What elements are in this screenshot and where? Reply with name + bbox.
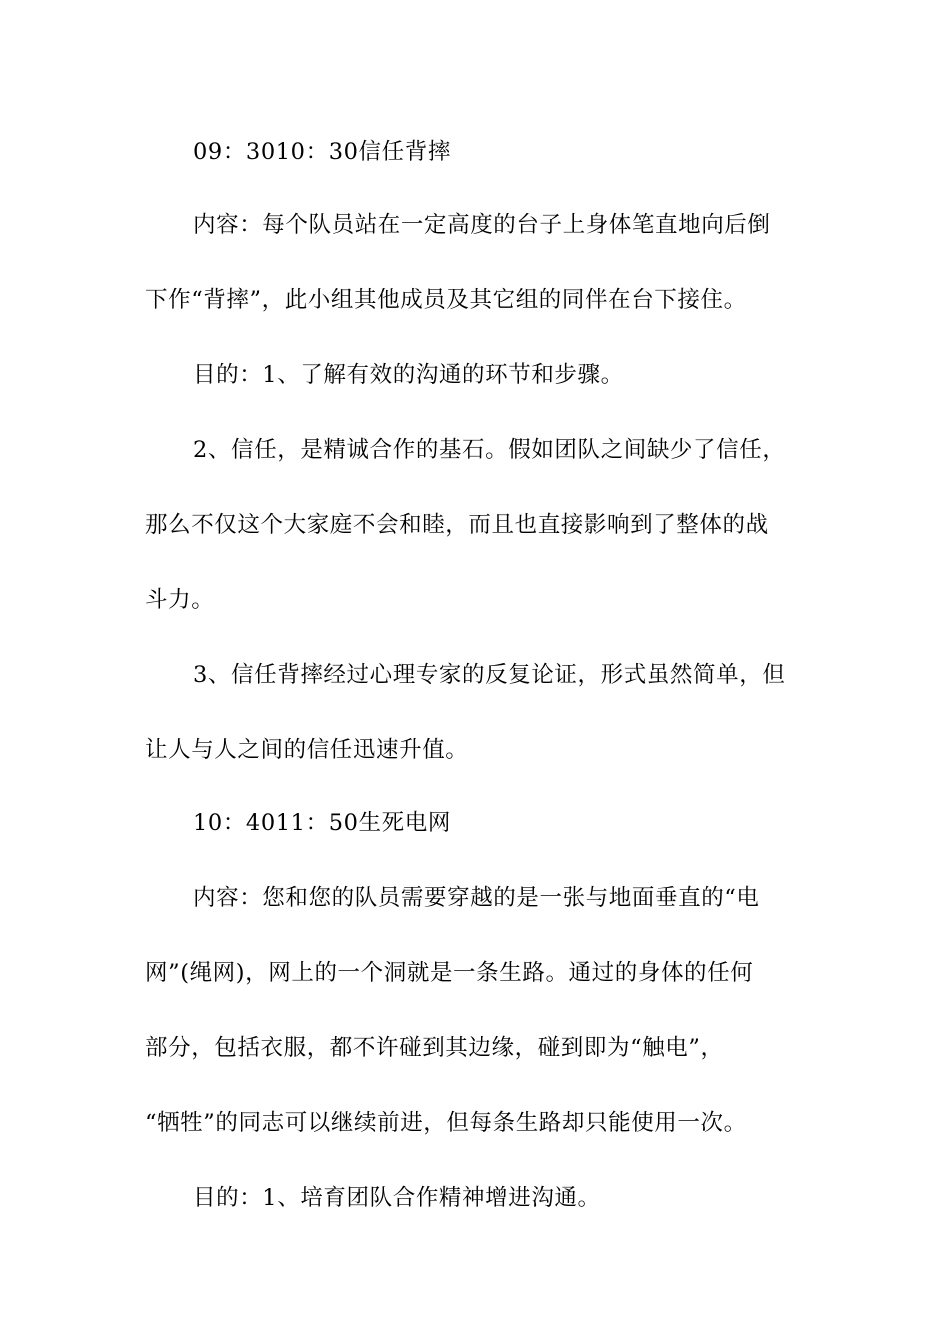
- paragraph-line: 内容：每个队员站在一定高度的台子上身体笔直地向后倒: [193, 212, 771, 238]
- paragraph-line: 目的：1、了解有效的沟通的环节和步骤。: [193, 362, 624, 388]
- paragraph-line: 下作“背摔”，此小组其他成员及其它组的同伴在台下接住。: [145, 287, 747, 313]
- paragraph-line: 让人与人之间的信任迅速升值。: [145, 737, 469, 763]
- paragraph-line: 斗力。: [145, 587, 215, 613]
- paragraph-line: 2、信任，是精诚合作的基石。假如团队之间缺少了信任，: [193, 437, 786, 463]
- paragraph-line: 目的：1、培育团队合作精神增进沟通。: [193, 1185, 601, 1211]
- section-heading-trust-fall: 09：3010：30信任背摔: [193, 139, 451, 165]
- section-heading-electric-net: 10：4011：50生死电网: [193, 810, 451, 836]
- paragraph-line: 那么不仅这个大家庭不会和睦，而且也直接影响到了整体的战: [145, 512, 769, 538]
- paragraph-line: 网”(绳网)，网上的一个洞就是一条生路。通过的身体的任何: [145, 960, 754, 986]
- paragraph-line: 3、信任背摔经过心理专家的反复论证，形式虽然简单，但: [193, 662, 786, 688]
- paragraph-line: 部分，包括衣服，都不许碰到其边缘，碰到即为“触电”，: [145, 1035, 724, 1061]
- paragraph-line: 内容：您和您的队员需要穿越的是一张与地面垂直的“电: [193, 885, 760, 911]
- paragraph-line: “牺牲”的同志可以继续前进，但每条生路却只能使用一次。: [145, 1110, 747, 1136]
